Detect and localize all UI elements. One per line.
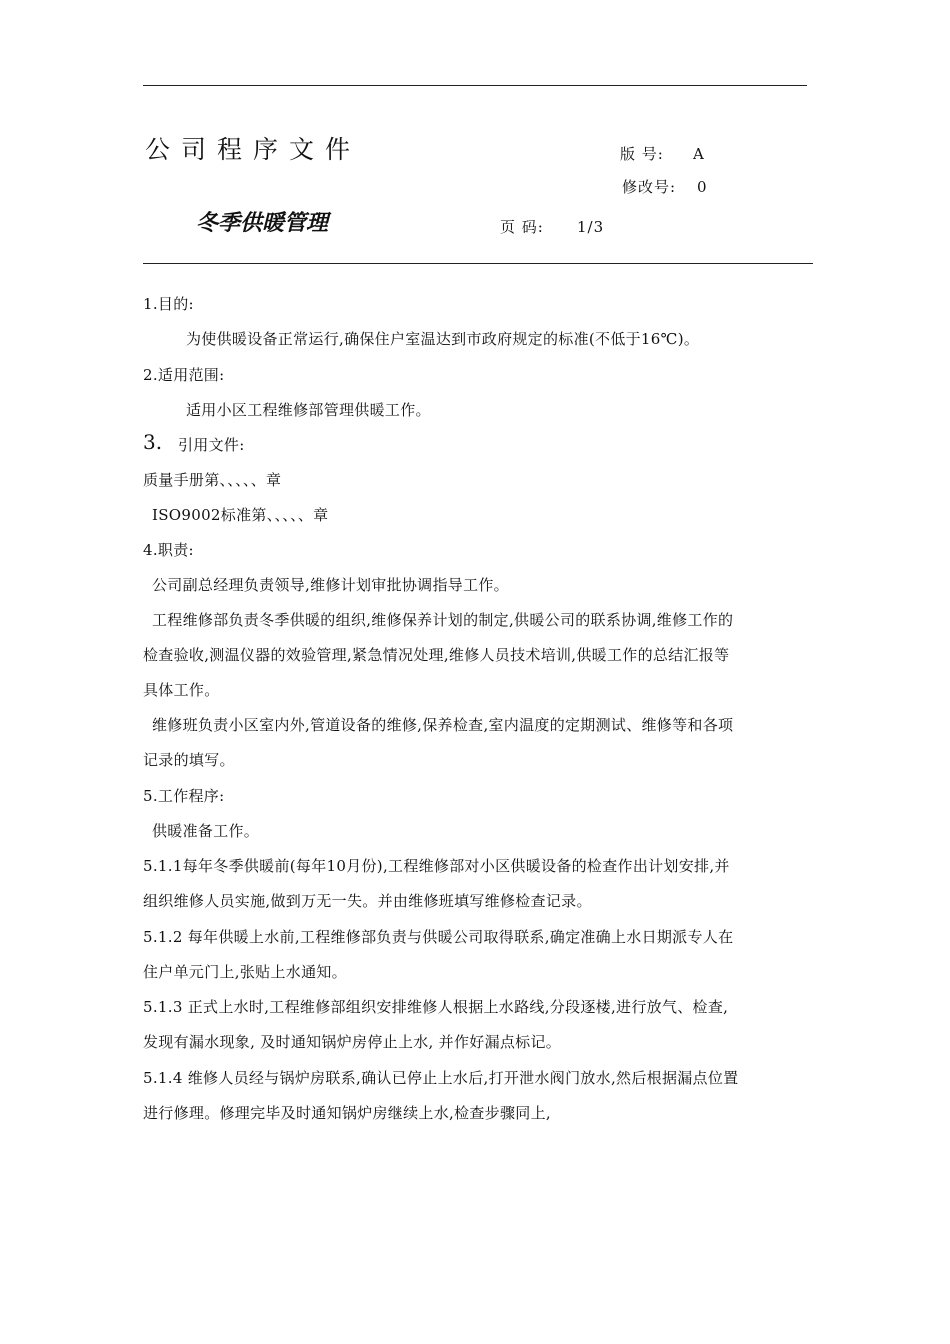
version-value: A bbox=[693, 145, 705, 163]
section-4-para-3-line-1: 维修班负责小区室内外,管道设备的维修,保养检查,室内温度的定期测试、维修等和各项 bbox=[152, 716, 734, 734]
item-5-1-2-line-2: 住户单元门上,张贴上水通知。 bbox=[143, 963, 347, 981]
section-4-para-3-line-2: 记录的填写。 bbox=[143, 751, 235, 769]
reference-quality-manual: 质量手册第、、、、、章 bbox=[143, 471, 282, 489]
section-5-heading: 5.工作程序: bbox=[143, 787, 225, 805]
section-4-para-2-line-1: 工程维修部负责冬季供暖的组织,维修保养计划的制定,供暖公司的联系协调,维修工作的 bbox=[152, 611, 734, 629]
item-5-1-4-line-1: 5.1.4 维修人员经与锅炉房联系,确认已停止上水后,打开泄水阀门放水,然后根据漏点位置 bbox=[143, 1069, 739, 1087]
item-5-1-2-line-1: 5.1.2 每年供暖上水前,工程维修部负责与供暖公司取得联系,确定准确上水日期派专人在 bbox=[143, 928, 734, 946]
section-4-para-1: 公司副总经理负责领导,维修计划审批协调指导工作。 bbox=[152, 576, 509, 594]
revision-value: 0 bbox=[697, 178, 708, 196]
item-5-1-3-line-2: 发现有漏水现象, 及时通知锅炉房停止上水, 并作好漏点标记。 bbox=[143, 1033, 562, 1051]
section-1-heading: 1.目的: bbox=[143, 295, 194, 313]
item-5-1-1-line-1: 5.1.1每年冬季供暖前(每年10月份),工程维修部对小区供暖设备的检查作出计划安排,并 bbox=[143, 857, 730, 875]
section-4-para-2-line-3: 具体工作。 bbox=[143, 681, 220, 699]
section-3-heading: 引用文件: bbox=[178, 436, 245, 454]
section-5-subheading: 供暖准备工作。 bbox=[152, 822, 260, 840]
header-top-rule bbox=[143, 85, 807, 86]
header-bottom-rule bbox=[143, 263, 813, 264]
section-1-text: 为使供暖设备正常运行,确保住户室温达到市政府规定的标准(不低于16℃)。 bbox=[186, 330, 700, 348]
document-title: 冬季供暖管理 bbox=[196, 211, 329, 236]
section-4-heading: 4.职责: bbox=[143, 541, 194, 559]
version-label: 版 号: bbox=[620, 145, 664, 163]
section-2-heading: 2.适用范围: bbox=[143, 366, 225, 384]
revision-label: 修改号: bbox=[622, 178, 677, 196]
item-5-1-4-line-2: 进行修理。修理完毕及时通知锅炉房继续上水,检查步骤同上, bbox=[143, 1104, 551, 1122]
section-3-number: 3. bbox=[143, 430, 163, 454]
page-value: 1/3 bbox=[577, 218, 605, 236]
company-doc-title: 公司程序文件 bbox=[145, 135, 362, 164]
reference-iso9002: ISO9002标准第、、、、、章 bbox=[152, 506, 329, 524]
section-2-text: 适用小区工程维修部管理供暖工作。 bbox=[186, 401, 431, 419]
item-5-1-3-line-1: 5.1.3 正式上水时,工程维修部组织安排维修人根据上水路线,分段逐楼,进行放气、检查, bbox=[143, 998, 729, 1016]
item-5-1-1-line-2: 组织维修人员实施,做到万无一失。并由维修班填写维修检查记录。 bbox=[143, 892, 592, 910]
page-label: 页 码: bbox=[500, 218, 544, 236]
section-4-para-2-line-2: 检查验收,测温仪器的效验管理,紧急情况处理,维修人员技术培训,供暖工作的总结汇报等 bbox=[143, 646, 730, 664]
